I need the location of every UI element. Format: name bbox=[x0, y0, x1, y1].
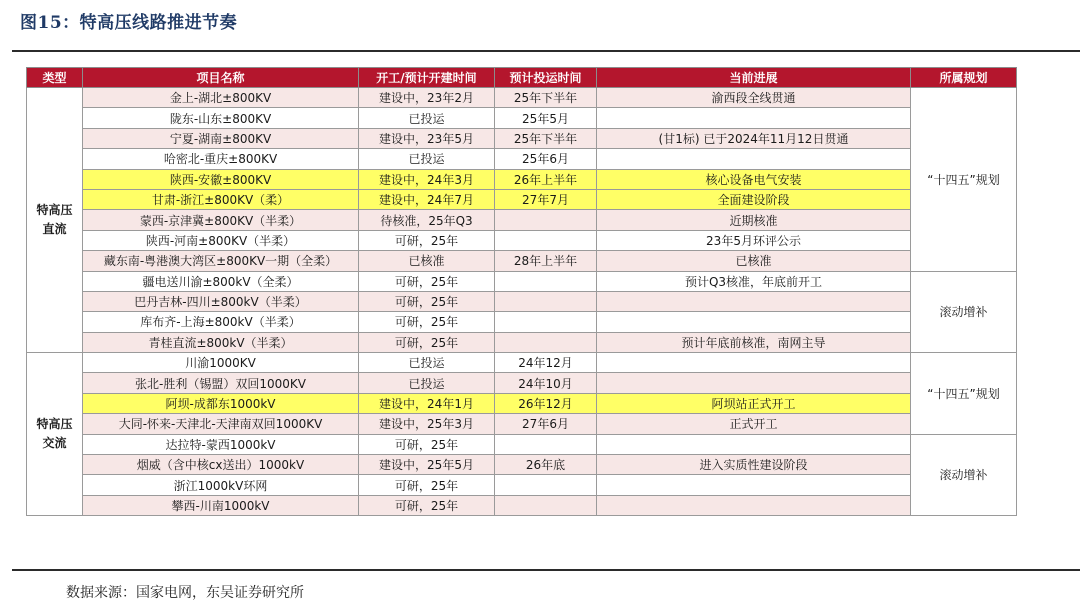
plan-cell: 滚动增补 bbox=[911, 271, 1017, 353]
start-time-cell: 可研，25年 bbox=[359, 434, 495, 454]
progress-cell bbox=[597, 149, 911, 169]
figure-title: 图15：特高压线路推进节奏 bbox=[20, 13, 238, 33]
project-name-cell: 张北-胜利（锡盟）双回1000KV bbox=[83, 373, 359, 393]
top-rule bbox=[12, 50, 1080, 52]
project-name-cell: 大同-怀来-天津北-天津南双回1000KV bbox=[83, 414, 359, 434]
table-row bbox=[27, 251, 1017, 271]
operation-time-cell: 27年6月 bbox=[495, 414, 597, 434]
start-time-cell: 已核准 bbox=[359, 251, 495, 271]
start-time-cell: 建设中，24年3月 bbox=[359, 169, 495, 189]
project-name-cell: 藏东南-粤港澳大湾区±800KV一期（全柔） bbox=[83, 251, 359, 271]
table-row bbox=[27, 128, 1017, 148]
uhv-projects-table bbox=[26, 67, 1017, 516]
table-row bbox=[27, 475, 1017, 495]
operation-time-cell bbox=[495, 332, 597, 352]
progress-cell: 阿坝站正式开工 bbox=[597, 393, 911, 413]
header-operation-time: 预计投运时间 bbox=[495, 68, 597, 88]
table-row bbox=[27, 291, 1017, 311]
table-row bbox=[27, 414, 1017, 434]
operation-time-cell bbox=[495, 271, 597, 291]
progress-cell: 正式开工 bbox=[597, 414, 911, 434]
project-name-cell: 疆电送川渝±800kV（全柔） bbox=[83, 271, 359, 291]
operation-time-cell bbox=[495, 210, 597, 230]
plan-cell: 滚动增补 bbox=[911, 434, 1017, 516]
progress-cell bbox=[597, 373, 911, 393]
table-row bbox=[27, 312, 1017, 332]
start-time-cell: 可研，25年 bbox=[359, 230, 495, 250]
header-start-time: 开工/预计开建时间 bbox=[359, 68, 495, 88]
operation-time-cell bbox=[495, 434, 597, 454]
operation-time-cell bbox=[495, 312, 597, 332]
start-time-cell: 可研，25年 bbox=[359, 291, 495, 311]
operation-time-cell bbox=[495, 230, 597, 250]
operation-time-cell: 25年6月 bbox=[495, 149, 597, 169]
progress-cell: 已核准 bbox=[597, 251, 911, 271]
table-row bbox=[27, 353, 1017, 373]
start-time-cell: 待核准，25年Q3 bbox=[359, 210, 495, 230]
project-name-cell: 阿坝-成都东1000kV bbox=[83, 393, 359, 413]
project-name-cell: 陕西-安徽±800KV bbox=[83, 169, 359, 189]
type-label-line1: 特高压 bbox=[36, 203, 73, 218]
type-label-line1: 特高压 bbox=[36, 417, 73, 432]
bottom-rule bbox=[12, 569, 1080, 571]
start-time-cell: 已投运 bbox=[359, 353, 495, 373]
start-time-cell: 建设中，23年5月 bbox=[359, 128, 495, 148]
operation-time-cell: 25年5月 bbox=[495, 108, 597, 128]
table-header-row bbox=[27, 68, 1017, 88]
progress-cell bbox=[597, 108, 911, 128]
project-name-cell: 库布齐-上海±800kV（半柔） bbox=[83, 312, 359, 332]
operation-time-cell: 25年下半年 bbox=[495, 128, 597, 148]
table-row bbox=[27, 149, 1017, 169]
progress-cell bbox=[597, 434, 911, 454]
table-row-highlighted bbox=[27, 169, 1017, 189]
progress-cell bbox=[597, 475, 911, 495]
table-row bbox=[27, 434, 1017, 454]
progress-cell: 核心设备电气安装 bbox=[597, 169, 911, 189]
project-name-cell: 哈密北-重庆±800KV bbox=[83, 149, 359, 169]
progress-cell bbox=[597, 353, 911, 373]
operation-time-cell: 28年上半年 bbox=[495, 251, 597, 271]
progress-cell: 进入实质性建设阶段 bbox=[597, 455, 911, 475]
progress-cell bbox=[597, 312, 911, 332]
project-name-cell: 青桂直流±800kV（半柔） bbox=[83, 332, 359, 352]
project-name-cell: 甘肃-浙江±800KV（柔） bbox=[83, 189, 359, 209]
project-name-cell: 达拉特-蒙西1000kV bbox=[83, 434, 359, 454]
start-time-cell: 可研，25年 bbox=[359, 312, 495, 332]
start-time-cell: 可研，25年 bbox=[359, 495, 495, 515]
operation-time-cell: 27年7月 bbox=[495, 189, 597, 209]
project-name-cell: 陇东-山东±800KV bbox=[83, 108, 359, 128]
project-name-cell: 川渝1000KV bbox=[83, 353, 359, 373]
progress-cell: 全面建设阶段 bbox=[597, 189, 911, 209]
start-time-cell: 建设中，25年5月 bbox=[359, 455, 495, 475]
table-row bbox=[27, 332, 1017, 352]
operation-time-cell: 26年底 bbox=[495, 455, 597, 475]
progress-cell: (甘1标) 已于2024年11月12日贯通 bbox=[597, 128, 911, 148]
start-time-cell: 建设中，24年1月 bbox=[359, 393, 495, 413]
start-time-cell: 建设中，25年3月 bbox=[359, 414, 495, 434]
source-note: 数据来源：国家电网，东吴证券研究所 bbox=[66, 585, 304, 601]
start-time-cell: 已投运 bbox=[359, 149, 495, 169]
project-name-cell: 陕西-河南±800KV（半柔） bbox=[83, 230, 359, 250]
project-name-cell: 宁夏-湖南±800KV bbox=[83, 128, 359, 148]
table-row bbox=[27, 108, 1017, 128]
operation-time-cell: 25年下半年 bbox=[495, 88, 597, 108]
operation-time-cell bbox=[495, 495, 597, 515]
table-row bbox=[27, 455, 1017, 475]
progress-cell: 23年5月环评公示 bbox=[597, 230, 911, 250]
start-time-cell: 已投运 bbox=[359, 108, 495, 128]
type-label-line2: 交流 bbox=[42, 436, 67, 451]
start-time-cell: 建设中，23年2月 bbox=[359, 88, 495, 108]
table-row bbox=[27, 230, 1017, 250]
type-cell-dc bbox=[27, 88, 83, 353]
header-progress: 当前进展 bbox=[597, 68, 911, 88]
operation-time-cell: 24年12月 bbox=[495, 353, 597, 373]
operation-time-cell: 26年12月 bbox=[495, 393, 597, 413]
project-name-cell: 烟威（含中核cx送出）1000kV bbox=[83, 455, 359, 475]
start-time-cell: 已投运 bbox=[359, 373, 495, 393]
progress-cell: 预计Q3核准，年底前开工 bbox=[597, 271, 911, 291]
start-time-cell: 建设中，24年7月 bbox=[359, 189, 495, 209]
table-row bbox=[27, 210, 1017, 230]
operation-time-cell: 24年10月 bbox=[495, 373, 597, 393]
progress-cell: 近期核准 bbox=[597, 210, 911, 230]
table-row bbox=[27, 271, 1017, 291]
table-row bbox=[27, 88, 1017, 108]
project-name-cell: 攀西-川南1000kV bbox=[83, 495, 359, 515]
progress-cell: 渝西段全线贯通 bbox=[597, 88, 911, 108]
header-type: 类型 bbox=[27, 68, 83, 88]
plan-cell: “十四五”规划 bbox=[911, 88, 1017, 272]
type-cell-ac bbox=[27, 353, 83, 516]
progress-cell: 预计年底前核准，南网主导 bbox=[597, 332, 911, 352]
table-row bbox=[27, 373, 1017, 393]
project-name-cell: 浙江1000kV环网 bbox=[83, 475, 359, 495]
project-name-cell: 巴丹吉林-四川±800kV（半柔） bbox=[83, 291, 359, 311]
header-project-name: 项目名称 bbox=[83, 68, 359, 88]
start-time-cell: 可研，25年 bbox=[359, 475, 495, 495]
operation-time-cell bbox=[495, 475, 597, 495]
table-row-highlighted bbox=[27, 189, 1017, 209]
table-row-highlighted bbox=[27, 393, 1017, 413]
project-name-cell: 蒙西-京津冀±800KV（半柔） bbox=[83, 210, 359, 230]
start-time-cell: 可研，25年 bbox=[359, 271, 495, 291]
operation-time-cell bbox=[495, 291, 597, 311]
header-plan: 所属规划 bbox=[911, 68, 1017, 88]
plan-cell: “十四五”规划 bbox=[911, 353, 1017, 435]
type-label-line2: 直流 bbox=[42, 222, 67, 237]
progress-cell bbox=[597, 495, 911, 515]
project-name-cell: 金上-湖北±800KV bbox=[83, 88, 359, 108]
table-row bbox=[27, 495, 1017, 515]
start-time-cell: 可研，25年 bbox=[359, 332, 495, 352]
progress-cell bbox=[597, 291, 911, 311]
operation-time-cell: 26年上半年 bbox=[495, 169, 597, 189]
